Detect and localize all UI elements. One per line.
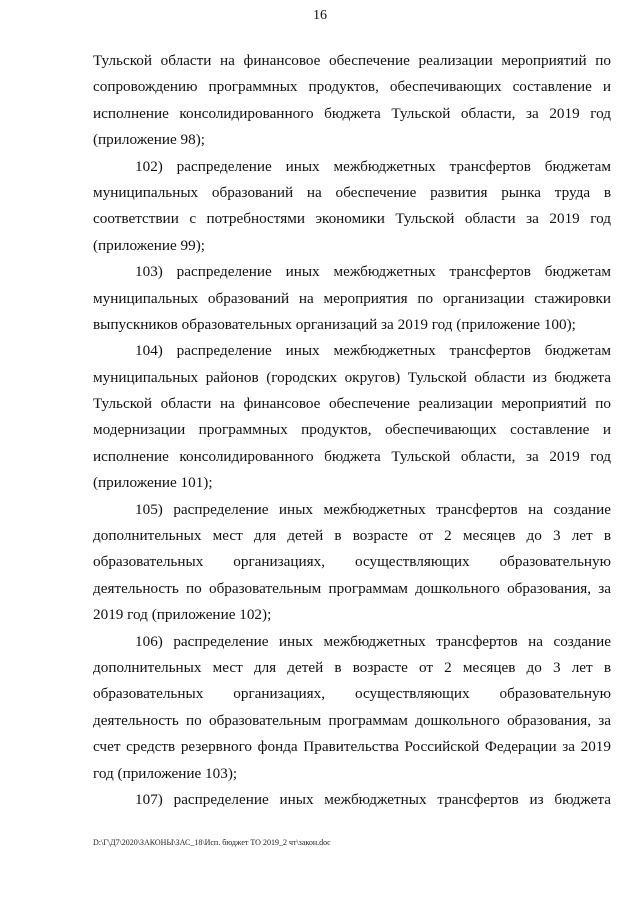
list-item-103: 103) распределение иных межбюджетных трансфертов бюджетам: [135, 263, 611, 281]
text-line: дополнительных мест для детей в возрасте от 2 месяцев до 3 лет в: [93, 527, 611, 545]
text-line: 2019 год (приложение 102);: [93, 606, 272, 624]
list-item-105: 105) распределение иных межбюджетных трансфертов на создание: [135, 500, 611, 518]
text-line: муниципальных районов (городских округов) Тульской области из бюджета: [93, 368, 611, 386]
text-line: выпускников образовательных организаций за 2019 год (приложение 100);: [93, 315, 576, 333]
text-line: дополнительных мест для детей в возрасте от 2 месяцев до 3 лет в: [93, 658, 611, 676]
text-line: модернизации программных продуктов, обеспечивающих составление и: [93, 421, 611, 439]
text-line: исполнение консолидированного бюджета Тульской области, за 2019 год: [93, 447, 611, 465]
text-line: деятельность по образовательным программам дошкольного образования, за: [93, 579, 611, 597]
text-line: Тульской области на финансовое обеспечение реализации мероприятий по: [93, 395, 611, 413]
text-line: муниципальных образований на мероприятия по организации стажировки: [93, 289, 611, 307]
footer-file-path: D:\Г\Д7\2020\ЗАКОНЫ\ЗАС_18\Исп. бюджет ТО 2019_2 чт\закон.doc: [93, 838, 331, 847]
list-item-106: 106) распределение иных межбюджетных трансфертов на создание: [135, 632, 611, 650]
text-line: исполнение консолидированного бюджета Тульской области, за 2019 год: [93, 104, 611, 122]
list-item-107: 107) распределение иных межбюджетных трансфертов из бюджета: [135, 790, 611, 808]
text-line: соответствии с потребностями экономики Тульской области за 2019 год: [93, 210, 611, 228]
page-number: 16: [313, 8, 327, 23]
text-line: Тульской области на финансовое обеспечение реализации мероприятий по: [93, 52, 611, 69]
list-item-102: 102) распределение иных межбюджетных трансфертов бюджетам: [135, 157, 611, 175]
text-line: образовательных организациях, осуществляющих образовательную: [93, 553, 611, 571]
text-line: (приложение 101);: [93, 474, 213, 492]
text-line: сопровождению программных продуктов, обеспечивающих составление и: [93, 78, 611, 96]
document-body: [93, 48, 611, 813]
text-line: (приложение 99);: [93, 236, 205, 254]
list-item-104: 104) распределение иных межбюджетных трансфертов бюджетам: [135, 342, 611, 360]
text-line: счет средств резервного фонда Правительства Российской Федерации за 2019: [93, 738, 611, 756]
text-line: год (приложение 103);: [93, 764, 238, 782]
text-line: образовательных организациях, осуществляющих образовательную: [93, 685, 611, 703]
text-line: (приложение 98);: [93, 131, 205, 149]
text-line: деятельность по образовательным программам дошкольного образования, за: [93, 711, 611, 729]
text-line: муниципальных образований на обеспечение развития рынка труда в: [93, 183, 611, 201]
